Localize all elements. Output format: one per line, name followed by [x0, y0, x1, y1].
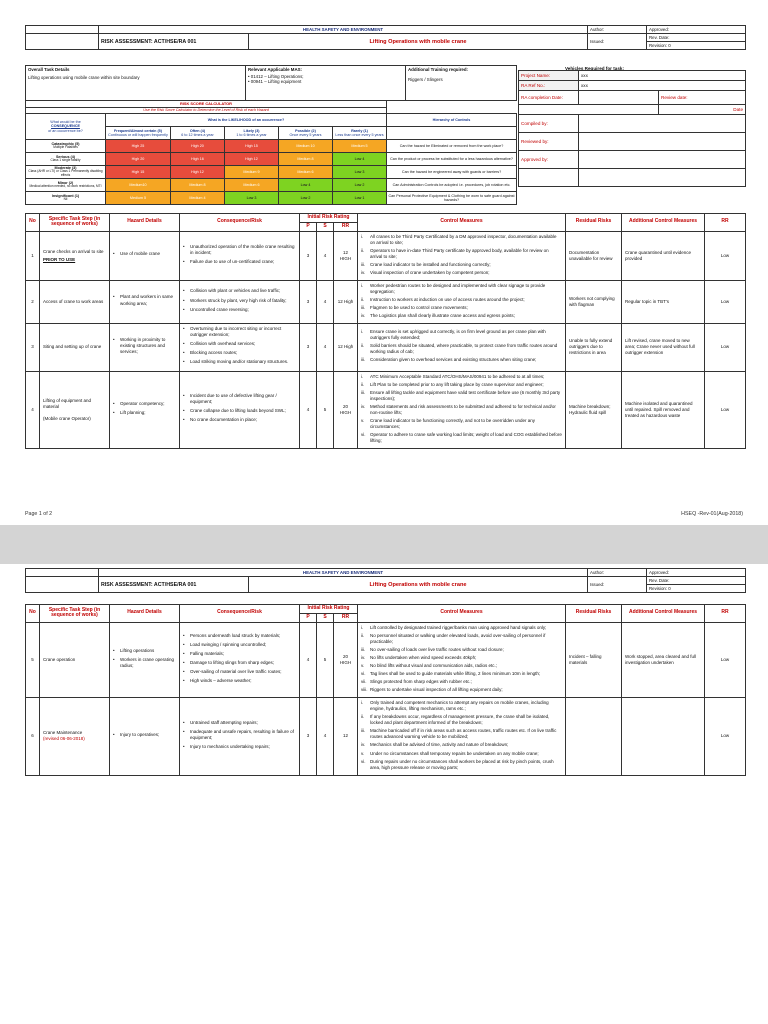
hierarchy-control: Can Personal Protective Equipment & Clothing be worn to safe guard against hazards?: [387, 192, 517, 205]
control-item: i. Lift controlled by designated trained rigger/banks man using approved hand signals only;: [361, 624, 547, 630]
mas-item: 01412 – Lifting Operations;: [250, 74, 304, 79]
consequence-item: • No crane documentation in place;: [183, 417, 296, 423]
risk-score-cell: High 16: [171, 153, 225, 166]
additional-controls: Machine isolated and quarantined until repaired. Spill removed and treated as hazardous waste: [622, 371, 705, 449]
control-item: iii. Flagmen to be used to control crane movements;: [361, 305, 468, 311]
initial-risk-rating: 12: [334, 698, 358, 776]
control-measures: [358, 324, 566, 371]
hse-title: HEALTH SAFETY AND ENVIRONMENT: [99, 26, 588, 34]
likelihood-header: Possible (2) Once every 5 years: [279, 127, 333, 140]
row-number: 6: [26, 698, 40, 776]
risk-score-cell: Medium 6: [279, 166, 333, 179]
hazard-details: [110, 280, 180, 323]
residual-risk: Documentation unavailable for review: [566, 231, 622, 280]
table-row: [26, 371, 746, 449]
col-hazard: Hazard Details: [110, 214, 180, 232]
task-step: Crane Maintenance (revised 06-06-2018): [40, 698, 110, 776]
consequence-item: • Failure due to use of un-certificated crane;: [183, 259, 296, 265]
page-2: [0, 564, 768, 1024]
risk-score-cell: Low 4: [333, 153, 387, 166]
hazard-item: • Plant and workers in same working area;: [113, 294, 176, 306]
consequence-risk: [180, 622, 300, 698]
col-initial-risk: Initial Risk Rating: [300, 214, 358, 223]
consequence-item: • Over-sailing of material over live traffic routes;: [183, 669, 296, 675]
consequence-level: Insignificant (1) Nil: [26, 192, 106, 205]
consequence-item: • Collision with overhead services;: [183, 341, 296, 347]
overall-task-text: Lifting operations using mobile crane within site boundary: [28, 75, 140, 80]
training-heading: Additional Training required:: [408, 67, 469, 72]
consequence-item: • Damage to lifting slings from sharp edges;: [183, 660, 296, 666]
likelihood-question: What is the LIKELIHOOD of an occurrence?: [106, 114, 387, 127]
probability: 3: [300, 324, 317, 371]
page-number: Page 1 of 2: [25, 511, 53, 517]
project-panel: [518, 70, 746, 187]
hazard-details: [110, 698, 180, 776]
consequence-risk: [180, 231, 300, 280]
risk-score-cell: Low 2: [279, 192, 333, 205]
task-info: Overall Task Details Lifting operations using mobile crane within site boundary Relevant Applicable MAS: • 01412 – Lifting Operations; • 00941 – Lifting equipment Additional Training required: Riggers / Slingers: [25, 65, 517, 101]
risk-score-cell: High 15: [106, 166, 171, 179]
row-number: 5: [26, 622, 40, 698]
control-item: iii. Consideration given to overhead services and existing structures when siting crane;: [361, 357, 537, 363]
consequence-item: • High winds – adverse weather;: [183, 678, 296, 684]
consequence-level: Minor (2) Medical attention needed, no work restrictions, MTI: [26, 179, 106, 192]
control-measures: [358, 280, 566, 323]
col-initial-risk: Initial Risk Rating: [300, 605, 358, 614]
risk-score-cell: Low 3: [333, 166, 387, 179]
hazard-item: • Injury to operatives;: [113, 732, 176, 738]
reviewed-by-label: Reviewed by:: [519, 133, 579, 151]
row-number: 1: [26, 231, 40, 280]
control-item: ii. Lift Plan to be completed prior to any lift taking place by crane supervisor and engineer;: [361, 381, 544, 387]
consequence-item: • Load striking moving and/or stationary structures.: [183, 359, 296, 365]
risk-score-cell: High 20: [106, 153, 171, 166]
probability: 4: [300, 622, 317, 698]
author-label: Author:: [588, 569, 647, 577]
vehicles-required-label: Vehicles Required for task:: [565, 66, 624, 71]
residual-risk-rating: Low: [705, 280, 746, 323]
risk-score-cell: High 25: [106, 140, 171, 153]
risk-score-cell: Medium 8: [279, 153, 333, 166]
probability: 3: [300, 231, 317, 280]
severity: 4: [317, 280, 334, 323]
risk-score-cell: Medium 8: [171, 179, 225, 192]
ra-title: Lifting Operations with mobile crane: [249, 577, 588, 593]
control-measures: [358, 622, 566, 698]
consequence-item: • Unauthorized operation of the mobile crane resulting in incident;: [183, 244, 296, 256]
consequence-level: Moderate (3) Class (AHR or LTI) or Class 1 Permanently disabling effects: [26, 166, 106, 179]
risk-table-continued: [25, 604, 746, 776]
col-step: Specific Task Step (in sequence of works): [40, 605, 110, 623]
risk-score-cell: Medium 5: [106, 192, 171, 205]
col-additional: Additional Control Measures: [622, 605, 705, 623]
consequence-item: • Uncontrolled crane reversing;: [183, 307, 296, 313]
table-row: [26, 231, 746, 280]
additional-controls: Regular topic in TBT's: [622, 280, 705, 323]
row-number: 3: [26, 324, 40, 371]
control-measures: [358, 371, 566, 449]
probability: 4: [300, 371, 317, 449]
row-number: 2: [26, 280, 40, 323]
calculator-subtitle: Use the Risk Score Calculator to Determine the Level of Risk of each Hazard: [26, 107, 387, 113]
severity: 4: [317, 231, 334, 280]
control-item: iv. Method statements and risk assessments to be submitted and adhered to for technical and/or non-routine lifts;: [361, 403, 556, 415]
consequence-item: • Injury to mechanics undertaking repairs;: [183, 744, 296, 750]
initial-risk-rating: 12 HIGH: [334, 231, 358, 280]
severity: 5: [317, 371, 334, 449]
risk-score-cell: Medium10: [106, 179, 171, 192]
row-number: 4: [26, 371, 40, 449]
rev-date-label: Rev. Date:: [647, 34, 746, 42]
consequence-risk: [180, 371, 300, 449]
training-text: Riggers / Slingers: [408, 77, 443, 82]
consequence-question: What would be the CONSEQUENCE of an occurrence be?: [26, 114, 106, 140]
task-step: Access of crane to work areas: [40, 280, 110, 323]
hazard-item: • Working in proximity to existing structures and services;: [113, 337, 176, 355]
control-item: ii. No personnel situated or walking under elevated loads, avoid over-sailing of personnel if practicable;: [361, 632, 546, 644]
task-step: Crane operation: [40, 622, 110, 698]
severity: 4: [317, 698, 334, 776]
risk-score-cell: Medium 4: [171, 192, 225, 205]
probability: 3: [300, 280, 317, 323]
col-rr: RR: [705, 605, 746, 623]
risk-score-cell: High 20: [171, 140, 225, 153]
control-measures: [358, 231, 566, 280]
control-item: v. No blind lifts without visual and communication aids, radios etc.;: [361, 662, 498, 668]
risk-score-cell: Medium 9: [225, 166, 279, 179]
risk-score-cell: High 12: [171, 166, 225, 179]
likelihood-header: Likely (3) 1 to 6 times a year: [225, 127, 279, 140]
consequence-item: • Collision with plant or vehicles and live traffic;: [183, 288, 296, 294]
control-item: ii. Operators to have in-date Third Party certificate by approved body, available for review on arrival to site;: [361, 247, 549, 259]
col-s: S: [317, 222, 334, 231]
risk-score-cell: Medium 6: [225, 179, 279, 192]
hazard-item: • Lifting operations: [113, 648, 176, 654]
residual-risk-rating: Low: [705, 698, 746, 776]
additional-controls: [622, 698, 705, 776]
calculator-title: RISK SCORE CALCULATOR: [26, 101, 387, 108]
consequence-item: • Blocking access routes;: [183, 350, 296, 356]
date-label: Date: [659, 105, 746, 115]
col-additional: Additional Control Measures: [622, 214, 705, 232]
residual-risk-rating: Low: [705, 231, 746, 280]
col-p: P: [300, 613, 317, 622]
consequence-item: • Falling materials;: [183, 651, 296, 657]
col-rr-initial: RR: [334, 222, 358, 231]
initial-risk-rating: 12 High: [334, 280, 358, 323]
mas-item: 00941 – Lifting equipment: [250, 79, 302, 84]
control-item: v. Under no circumstances shall temporary repairs be undertaken on any mobile crane;: [361, 750, 539, 756]
control-item: iv. Visual inspection of crane undertaken by competent person;: [361, 269, 490, 275]
additional-controls: Crane quarantined until evidence provided: [622, 231, 705, 280]
risk-score-cell: Low 1: [333, 192, 387, 205]
col-controls: Control Measures: [358, 605, 566, 623]
overall-task-heading: Overall Task Details: [28, 67, 70, 72]
table-row: [26, 280, 746, 323]
col-rr: RR: [705, 214, 746, 232]
table-row: [26, 324, 746, 371]
control-item: vi. Operator to adhere to crane safe working load limits; weight of load and COG established before lifting;: [361, 432, 562, 444]
col-no: No: [26, 214, 40, 232]
control-item: iii. Machine barricaded off if in risk areas such as access routes, traffic routes etc. If on live traffic routes advanced warning vehicle to be mobilized;: [361, 728, 557, 740]
task-step: Lifting of equipment and material (Mobile crane Operator): [40, 371, 110, 449]
risk-score-cell: Low 2: [333, 179, 387, 192]
hierarchy-control: Can the product or process be substituted for a less hazardous alternative?: [387, 153, 517, 166]
control-item: iii. No over-sailing of loads over live traffic routes without road closure;: [361, 646, 504, 652]
consequence-item: • Workers struck by plant, very high risk of fatality;: [183, 298, 296, 304]
col-rr-initial: RR: [334, 613, 358, 622]
table-row: [26, 622, 746, 698]
control-item: viii. Riggers to undertake visual inspection of all lifting equipment daily;: [361, 687, 503, 692]
col-no: No: [26, 605, 40, 623]
page-gap: [0, 525, 768, 564]
issued-label: Issued:: [588, 34, 647, 50]
control-item: i. ATC Minimum Acceptable Standard ATC/OHS/MAS/00941 to be adhered to at all times;: [361, 373, 545, 379]
control-item: vi. Tag lines shall be used to guide materials while lifting, 2 lines minimum 10m in length;: [361, 670, 541, 676]
control-item: vi. During repairs under no circumstances shall workers be placed at risk by pinch points, crush area, high pressure release or moving parts;: [361, 758, 554, 770]
severity: 4: [317, 324, 334, 371]
risk-score-cell: Medium 5: [333, 140, 387, 153]
residual-risk: Machine breakdown; Hydraulic fluid spill: [566, 371, 622, 449]
hazard-item: • Operator competency;: [113, 401, 176, 407]
residual-risk: Incident – falling materials: [566, 622, 622, 698]
control-item: iv. The Logistics plan shall clearly illustrate crane access and egress points;: [361, 313, 515, 319]
consequence-risk: [180, 698, 300, 776]
consequence-item: • Untrained staff attempting repairs;: [183, 720, 296, 726]
hazard-item: • Use of mobile crane: [113, 251, 176, 257]
hse-title: HEALTH SAFETY AND ENVIRONMENT: [99, 569, 588, 577]
residual-risk-rating: Low: [705, 371, 746, 449]
risk-score-cell: High 15: [225, 140, 279, 153]
control-item: i. Only trained and competent mechanics to attempt any repairs on mobile cranes, including engine, hydraulics, lifting mechanism, rams etc.;: [361, 700, 549, 712]
likelihood-header: Frequent/Almost certain (5) Continuous or will happen frequently: [106, 127, 171, 140]
control-item: iv. No lifts undertaken when wind speed exceeds 40kph;: [361, 654, 477, 660]
risk-score-cell: Medium 10: [279, 140, 333, 153]
initial-risk-rating: 12 High: [334, 324, 358, 371]
revision-label: Revision: 0: [647, 42, 746, 50]
task-step: Siting and setting up of crane: [40, 324, 110, 371]
approved-label: Approved:: [647, 569, 746, 577]
risk-score-cell: Low 4: [279, 179, 333, 192]
hierarchy-control: Can the hazard be Eliminated or removed from the work place?: [387, 140, 517, 153]
review-date-label: Review date:: [659, 91, 746, 105]
consequence-item: • Persons underneath load struck by materials;: [183, 633, 296, 639]
consequence-risk: [180, 324, 300, 371]
control-item: ii. Instruction to workers at induction on use of access routes around the project;: [361, 297, 525, 302]
severity: 5: [317, 622, 334, 698]
control-item: vii. Slings protected from sharp edges with rubber etc.;: [361, 678, 472, 684]
table-row: [26, 698, 746, 776]
col-p: P: [300, 222, 317, 231]
risk-score-calculator: [25, 100, 517, 205]
col-step: Specific Task Step (in sequence of works): [40, 214, 110, 232]
ra-completion-label: RA completion Date:: [519, 91, 579, 105]
hazard-item: • Lift planning;: [113, 410, 176, 416]
control-item: i. Worker pedestrian routes to be designed and implemented with clear signage to provide segregation;: [361, 282, 546, 294]
hazard-details: [110, 324, 180, 371]
consequence-risk: [180, 280, 300, 323]
hazard-details: [110, 231, 180, 280]
hazard-item: • Workers in crane operating radius;: [113, 657, 176, 669]
task-step: Crane checks on arrival to site PRIOR TO USE: [40, 231, 110, 280]
col-consequence: Consequence/Risk: [180, 214, 300, 232]
initial-risk-rating: 20 HIGH: [334, 371, 358, 449]
control-item: i. Ensure crane is set up/rigged out correctly, is on firm level ground as per crane plan with outriggers fully extended;: [361, 329, 546, 341]
issued-label: Issued:: [588, 577, 647, 593]
residual-risk: Unable to fully extend outriggers due to restrictions in area: [566, 324, 622, 371]
ra-ref-label: RA Ref No.:: [519, 81, 579, 91]
residual-risk-rating: Low: [705, 324, 746, 371]
control-item: ii. If any breakdowns occur, regardless of management pressure, the crane shall be isolated, locked and plant department informed of the breakdown;: [361, 714, 550, 726]
residual-risk: Workers not complying with flagman: [566, 280, 622, 323]
rev-date-label: Rev. Date:: [647, 577, 746, 585]
control-item: iii. Crane load indicator to be installed and functioning correctly;: [361, 261, 491, 267]
doc-header: [25, 25, 746, 50]
risk-score-cell: Low 3: [225, 192, 279, 205]
approved-label: Approved:: [647, 26, 746, 34]
consequence-item: • Incident due to use of defective lifting gear / equipment;: [183, 393, 296, 405]
hierarchy-heading: Hierarchy of Controls: [387, 114, 517, 127]
col-residual: Residual Risks: [566, 605, 622, 623]
control-item: iii. Ensure all lifting tackle and equipment have valid test certificate before use (6 monthly 3rd party inspections);: [361, 389, 561, 401]
author-label: Author:: [588, 26, 647, 34]
additional-controls: Work stopped, area cleared and full investigation undertaken: [622, 622, 705, 698]
consequence-item: • Crane collapse due to lifting loads beyond SWL;: [183, 408, 296, 414]
control-item: iv. Mechanics shall be advised of time, activity and nature of breakdown;: [361, 742, 509, 748]
compiled-by-label: Compiled by:: [519, 115, 579, 133]
hierarchy-control: Can Administration Controls be adopted i.e. procedures, job rotation etc.: [387, 179, 517, 192]
risk-score-cell: High 12: [225, 153, 279, 166]
consequence-item: • Overturning due to incorrect siting or incorrect outrigger extension;: [183, 326, 296, 338]
doc-header: [25, 568, 746, 593]
consequence-item: • Load swinging / spinning uncontrolled;: [183, 642, 296, 648]
additional-controls: Lift revised, crane moved to new area; Crane never used without full outrigger extension: [622, 324, 705, 371]
likelihood-header: Rarely (1) Less than once every 5 years: [333, 127, 387, 140]
consequence-item: • Inadequate and unsafe repairs, resulting in failure of equipment;: [183, 729, 296, 741]
consequence-level: Catastrophic (5) Multiple Fatalities: [26, 140, 106, 153]
control-measures: [358, 698, 566, 776]
control-item: v. Crane load indicator to be functioning correctly, and not to be overridden under any circumstances;: [361, 417, 536, 429]
col-controls: Control Measures: [358, 214, 566, 232]
col-hazard: Hazard Details: [110, 605, 180, 623]
project-name-label: Project Name:: [519, 71, 579, 81]
control-item: ii. Solid barriers should be situated, where practicable, to protect crane from traffic routes around working radius of cab;: [361, 343, 558, 355]
consequence-level: Serious (4) Class 1 single fatality: [26, 153, 106, 166]
document-ref: HSEQ -Rev-01(Aug-2018): [681, 511, 743, 517]
residual-risk: [566, 698, 622, 776]
hazard-details: [110, 371, 180, 449]
probability: 3: [300, 698, 317, 776]
col-residual: Residual Risks: [566, 214, 622, 232]
residual-risk-rating: Low: [705, 622, 746, 698]
hierarchy-control: Can the hazard be engineered away with guards or barriers?: [387, 166, 517, 179]
ra-ref-value: xxx: [579, 81, 746, 91]
approved-by-label: Approved by:: [519, 151, 579, 169]
ra-number: RISK ASSESSMENT: ACT/HSE/RA 001: [99, 34, 249, 50]
mas-heading: Relevant Applicable MAS:: [248, 67, 302, 72]
hazard-details: [110, 622, 180, 698]
revision-label: Revision: 0: [647, 585, 746, 593]
likelihood-header: Often (4) 6 to 12 times a year: [171, 127, 225, 140]
project-name-value: xxx: [579, 71, 746, 81]
col-consequence: Consequence/Risk: [180, 605, 300, 623]
col-s: S: [317, 613, 334, 622]
control-item: i. All cranes to be Third Party Certificated by a DM approved inspector, documentation available on arrival to site;: [361, 233, 557, 245]
risk-table: [25, 213, 746, 449]
ra-number: RISK ASSESSMENT: ACT/HSE/RA 001: [99, 577, 249, 593]
ra-title: Lifting Operations with mobile crane: [249, 34, 588, 50]
initial-risk-rating: 20 HIGH: [334, 622, 358, 698]
